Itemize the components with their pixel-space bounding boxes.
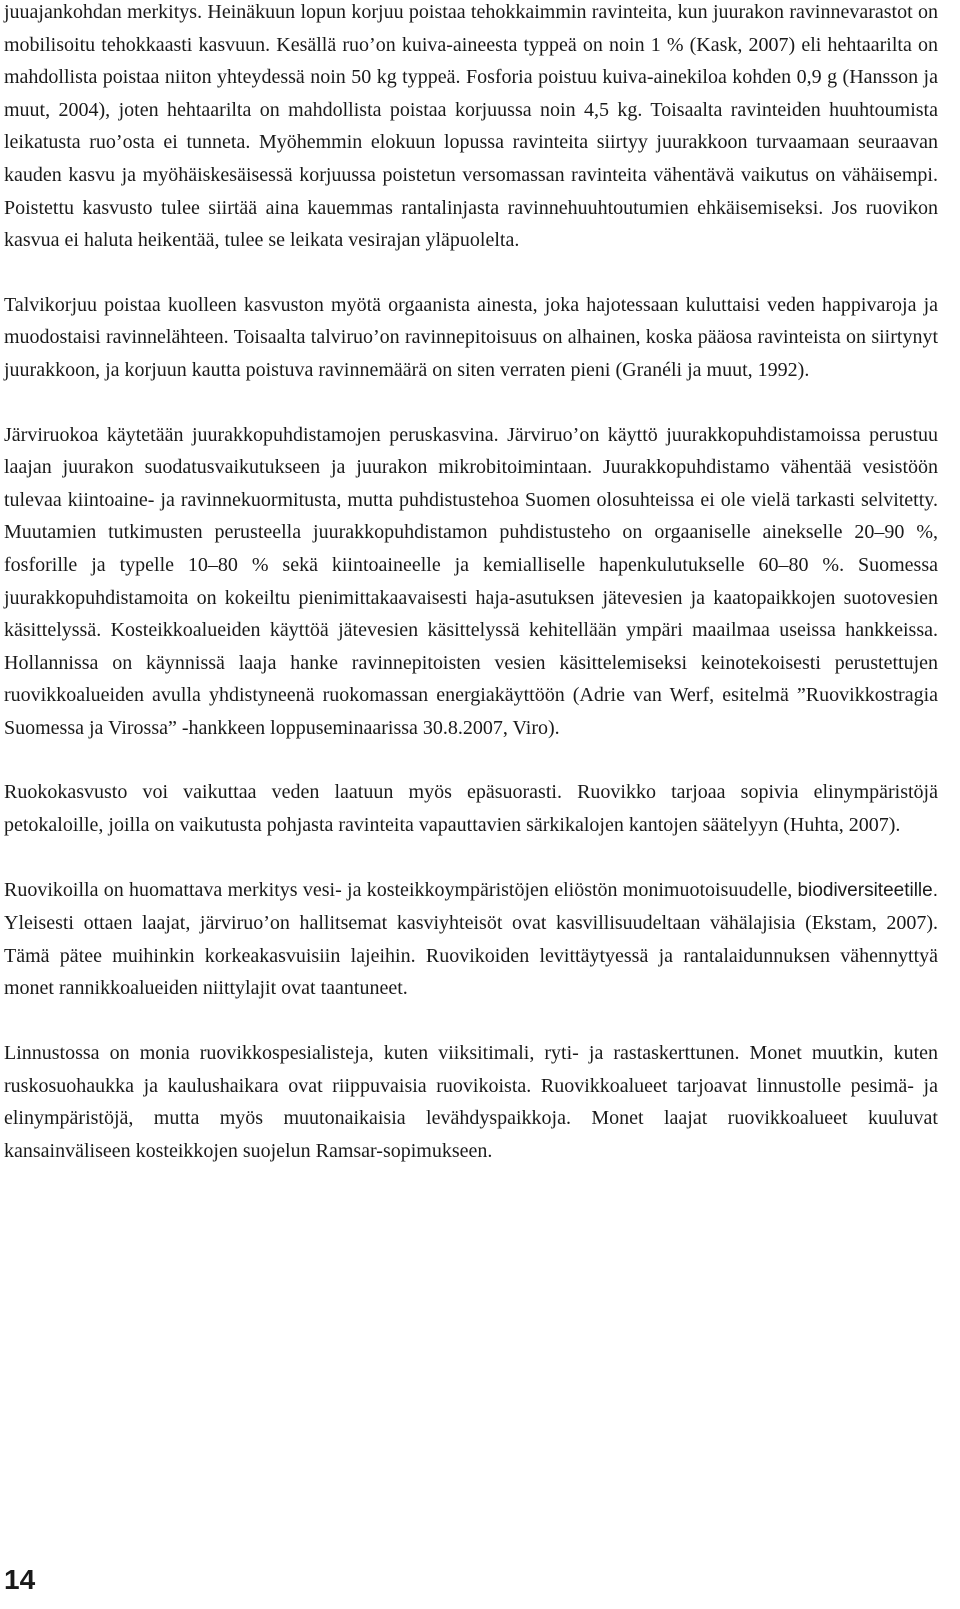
text-run: Ruovikoilla on huomattava merkitys vesi- ja kosteikkoympäristöjen eliöstön monimuotoisuudelle, <box>4 878 793 901</box>
paragraph-gap <box>4 1005 938 1037</box>
paragraph-gap <box>4 387 938 419</box>
text-run: Yleisesti ottaen laajat, järviruo’on hallitsemat kasviyhteisöt ovat kasvillisuudeltaan vähälajisia (Ekstam, 2007). Tämä pätee muihinkin korkeakasvuisiin lajeihin. Ruovikoiden levittäytyessä ja rantalaidunnuksen vähennyttyä monet rannikkoalueiden niittylajit ovat taantuneet. <box>4 912 938 1000</box>
biodiversity-term: biodiversiteetille. <box>797 879 938 901</box>
paragraph-gap <box>4 257 938 289</box>
paragraph: Talvikorjuu poistaa kuolleen kasvuston myötä orgaanista ainesta, joka hajotessaan kuluttaisi veden happivaroja ja muodostaisi ravinnelähteen. Toisaalta talviruo’on ravinnepitoisuus on alhainen, koska pääosa ravinteista on siirtynyt juurakkoon, ja korjuun kautta poistuva ravinnemäärä on siten verraten pieni (Granéli ja muut, 1992). <box>4 293 938 381</box>
paragraph: juuajankohdan merkitys. Heinäkuun lopun korjuu poistaa tehokkaimmin ravinteita, kun juurakon ravinnevarastot on mobilisoitu tehokkaasti kasvuun. Kesällä ruo’on kuiva-aineesta typpeä on noin 1 % (Kask, 2007) eli hehtaarilta on mahdollista poistaa niiton yhteydessä noin 50 kg typpeä. Fosforia poistuu kuiva-ainekiloa kohden 0,9 g (Hansson ja muut, 2004), joten hehtaarilta on mahdollista poistaa korjuussa noin 4,5 kg. Toisaalta ravinteiden huuhtoumista leikatusta ruo’osta ei tunneta. Myöhemmin elokuun lopussa ravinteita siirtyy juurakkoon turvaamaan seuraavan kauden kasvu ja myöhäiskesäisessä korjuussa poistetun versomassan ravinteita vähentävä vaikutus on vähäisempi. Poistettu kasvusto tulee siirtää aina kauemmas rantalinjasta ravinnehuuhtoutumien ehkäisemiseksi. Jos ruovikon kasvua ei haluta heikentää, tulee se leikata vesirajan yläpuolelta. <box>4 1 938 252</box>
paragraph: Ruokokasvusto voi vaikuttaa veden laatuun myös epäsuorasti. Ruovikko tarjoaa sopivia elinympäristöjä petokaloille, joilla on vaikutusta pohjasta ravinteita vapauttavien särkikalojen kantojen säätelyyn (Huhta, 2007). <box>4 781 938 837</box>
document-body <box>4 0 938 1167</box>
paragraph: Linnustossa on monia ruovikkospesialisteja, kuten viiksitimali, ryti- ja rastaskerttunen. Monet muutkin, kuten ruskosuohaukka ja kaulushaikara ovat riippuvaisia ruovikoista. Ruovikkoalueet tarjoavat linnustolle pesimä- ja elinympäristöjä, mutta myös muutonaikaisia levähdyspaikkoja. Monet laajat ruovikkoalueet kuuluvat kansainväliseen kosteikkojen suojelun Ramsar-sopimukseen. <box>4 1042 938 1162</box>
paragraph: Järviruokoa käytetään juurakkopuhdistamojen peruskasvina. Järviruo’on käyttö juurakkopuhdistamoissa perustuu laajan juurakon suodatusvaikutukseen ja juurakon mikrobitoimintaan. Juurakkopuhdistamo vähentää vesistöön tulevaa kiintoaine- ja ravinnekuormitusta, mutta puhdistustehoa Suomen olosuhteissa ei ole vielä tarkasti selvitetty. Muutamien tutkimusten perusteella juurakkopuhdistamon puhdistusteho on orgaaniselle ainekselle 20–90 %, fosforille ja typelle 10–80 % sekä kiintoaineelle ja kemialliselle hapenkulutukselle 60–80 %. Suomessa juurakkopuhdistamoita on kokeiltu pienimittakaavaisesti haja-asutuksen jätevesien ja kaatopaikkojen suotovesien käsittelyssä. Kosteikkoalueiden käyttöä jätevesien käsittelyssä kehitellään ympäri maailmaa useissa hankkeissa. Hollannissa on käynnissä laaja hanke ravinnepitoisten vesien käsittelemiseksi keinotekoisesti perustettujen ruovikkoalueiden avulla yhdistyneenä ruokomassan energiakäyttöön (Adrie van Werf, esitelmä ”Ruovikkostragia Suomessa ja Virossa” -hankkeen loppuseminaarissa 30.8.2007, Viro). <box>4 423 938 739</box>
paragraph-gap <box>4 842 938 874</box>
paragraph-biodiversity <box>4 874 938 1005</box>
page-number: 14 <box>4 1564 36 1595</box>
paragraph-gap <box>4 744 938 776</box>
